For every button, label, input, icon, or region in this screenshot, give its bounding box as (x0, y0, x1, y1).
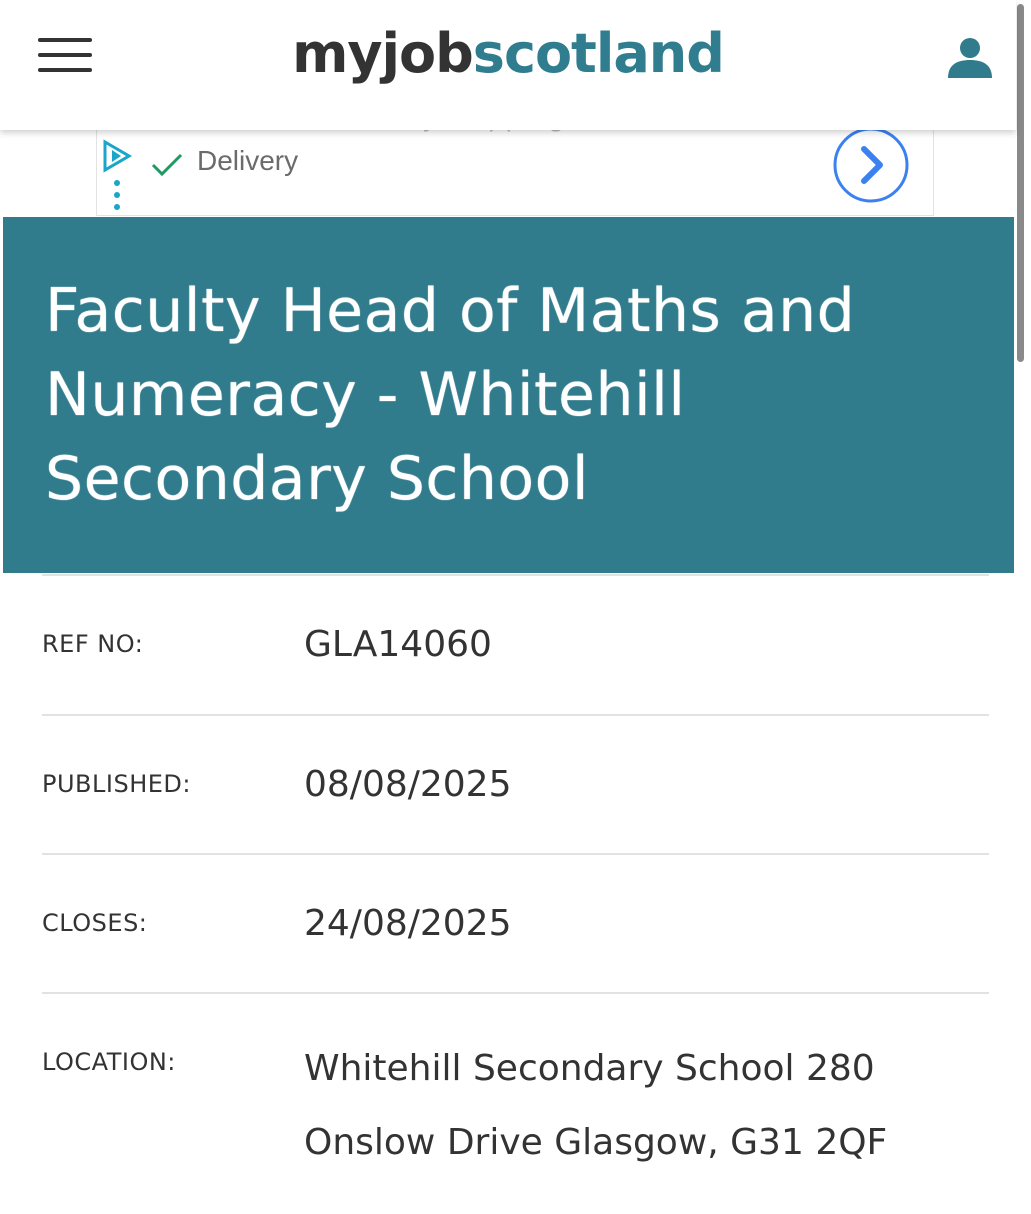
closes-label: CLOSES: (42, 909, 148, 937)
location-value: Whitehill Secondary School 280 Onslow Drive Glasgow, G31 2QF (304, 1048, 888, 1163)
location-label: LOCATION: (42, 1048, 176, 1076)
user-icon (944, 36, 996, 80)
more-options-icon[interactable] (113, 179, 121, 211)
logo-part-scotland: scotland (472, 22, 724, 85)
published-value: 08/08/2025 (304, 764, 512, 805)
detail-row-closes (42, 853, 989, 992)
closes-value: 24/08/2025 (304, 903, 512, 944)
ref-label: REF NO: (42, 630, 144, 658)
ref-value: GLA14060 (304, 624, 492, 665)
detail-row-location (42, 992, 989, 1214)
detail-row-published (42, 714, 989, 853)
ad-choices-icon[interactable] (101, 139, 133, 173)
account-button[interactable] (944, 36, 996, 80)
checkmark-icon (149, 151, 185, 179)
published-label: PUBLISHED: (42, 770, 191, 798)
advertisement-banner[interactable] (96, 124, 934, 216)
ad-delivery-text: Delivery (197, 145, 299, 176)
site-header (0, 0, 1016, 130)
site-logo[interactable] (0, 22, 1016, 86)
detail-row-ref (42, 574, 989, 714)
job-title: Faculty Head of Maths and Numeracy - Whitehill Secondary School (45, 276, 856, 514)
ad-next-arrow-icon[interactable] (833, 127, 909, 203)
job-details (42, 574, 989, 1214)
job-title-banner (3, 217, 1014, 573)
scrollbar-thumb[interactable] (1017, 4, 1024, 362)
logo-part-myjob: myjob (292, 22, 473, 85)
